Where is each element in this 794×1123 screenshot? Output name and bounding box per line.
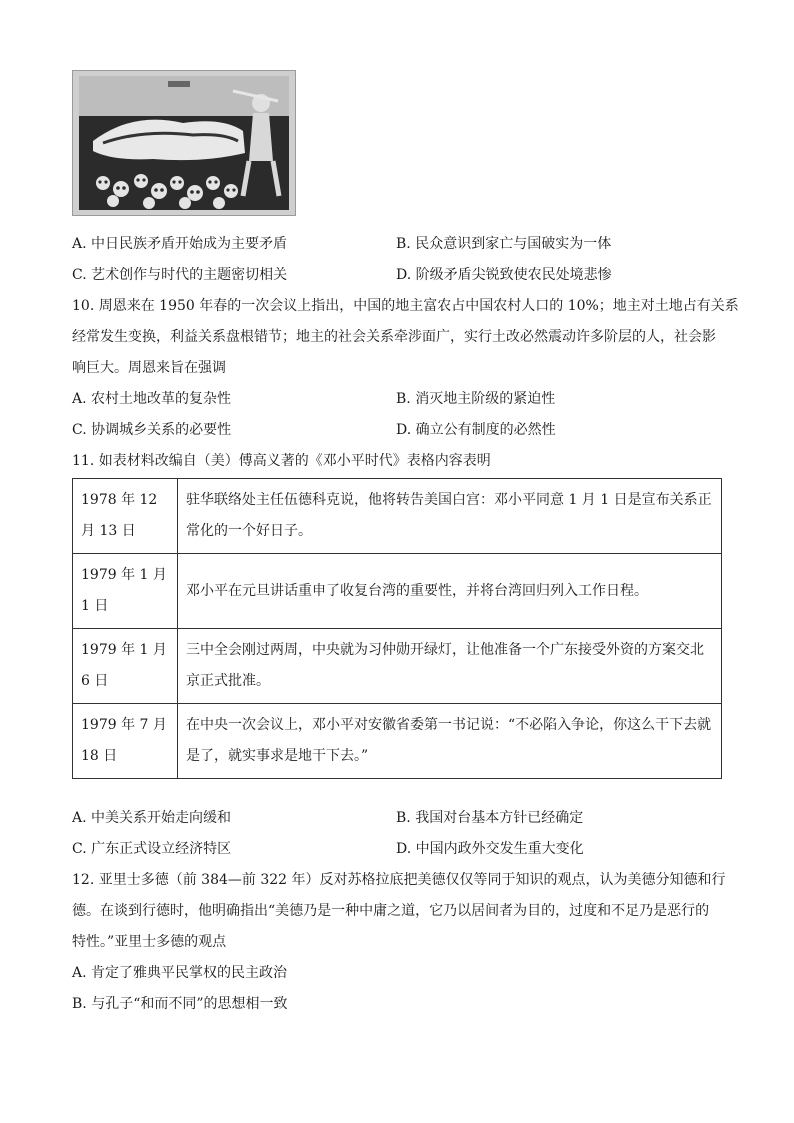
table-cell-desc: 邓小平在元旦讲话重申了收复台湾的重要性，并将台湾回归列入工作日程。 (178, 554, 722, 629)
q12-option-b: B. 与孔子“和而不同”的思想相一致 (72, 996, 288, 1012)
q10-stem-line-2: 经常发生变换，利益关系盘根错节；地主的社会关系牵涉面广，实行土改必然震动许多阶层的人，社会影 (72, 329, 716, 345)
table-cell-desc: 驻华联络处主任伍德科克说，他将转告美国白宫：邓小平同意 1 月 1 日是宣布关系正常化的一个好日子。 (178, 479, 722, 554)
q10-stem-line-3: 响巨大。周恩来旨在强调 (72, 360, 226, 376)
table-cell-date: 1979 年 1 月 6 日 (73, 629, 178, 704)
q11-stem: 11. 如表材料改编自（美）傅高义著的《邓小平时代》表格内容表明 (72, 453, 491, 469)
q10-option-a: A. 农村土地改革的复杂性 (72, 391, 232, 407)
q11-option-c: C. 广东正式设立经济特区 (72, 841, 232, 857)
q9-option-c: C. 艺术创作与时代的主题密切相关 (72, 267, 288, 283)
table-row (73, 554, 722, 629)
q10-option-d: D. 确立公有制度的必然性 (396, 422, 556, 438)
q12-stem-line-3: 特性。”亚里士多德的观点 (72, 934, 227, 950)
q9-option-a: A. 中日民族矛盾开始成为主要矛盾 (72, 236, 288, 252)
table-cell-date: 1978 年 12 月 13 日 (73, 479, 178, 554)
q9-option-b: B. 民众意识到家亡与国破实为一体 (396, 236, 612, 252)
q10-option-c: C. 协调城乡关系的必要性 (72, 422, 232, 438)
q11-option-b: B. 我国对台基本方针已经确定 (396, 810, 584, 826)
table-cell-desc: 三中全会刚过两周，中央就为习仲勋开绿灯，让他准备一个广东接受外资的方案交北京正式批准。 (178, 629, 722, 704)
q10-option-b: B. 消灭地主阶级的紧迫性 (396, 391, 556, 407)
q11-option-d: D. 中国内政外交发生重大变化 (396, 841, 584, 857)
table-row (73, 629, 722, 704)
woodcut-image (73, 71, 295, 215)
q12-option-a: A. 肯定了雅典平民掌权的民主政治 (72, 965, 288, 981)
table-cell-date: 1979 年 7 月 18 日 (73, 704, 178, 779)
q11-option-a: A. 中美关系开始走向缓和 (72, 810, 232, 826)
q10-stem-line-1: 10. 周恩来在 1950 年春的一次会议上指出，中国的地主富农占中国农村人口的 10%；地主对土地占有关系 (72, 298, 739, 314)
woodcut-illustration (72, 70, 296, 216)
table-row (73, 704, 722, 779)
q9-option-d: D. 阶级矛盾尖锐致使农民处境悲惨 (396, 267, 612, 283)
q12-stem-line-2: 德。在谈到行德时，他明确指出“美德乃是一种中庸之道，它乃以居间者为目的，过度和不足乃是恶行的 (72, 903, 710, 919)
q11-table (72, 478, 722, 779)
table-row (73, 479, 722, 554)
q12-stem-line-1: 12. 亚里士多德（前 384—前 322 年）反对苏格拉底把美德仅仅等同于知识的观点，认为美德分知德和行 (72, 872, 726, 888)
table-cell-date: 1979 年 1 月 1 日 (73, 554, 178, 629)
table-cell-desc: 在中央一次会议上，邓小平对安徽省委第一书记说：“不必陷入争论，你这么干下去就是了，就实事求是地干下去。” (178, 704, 722, 779)
